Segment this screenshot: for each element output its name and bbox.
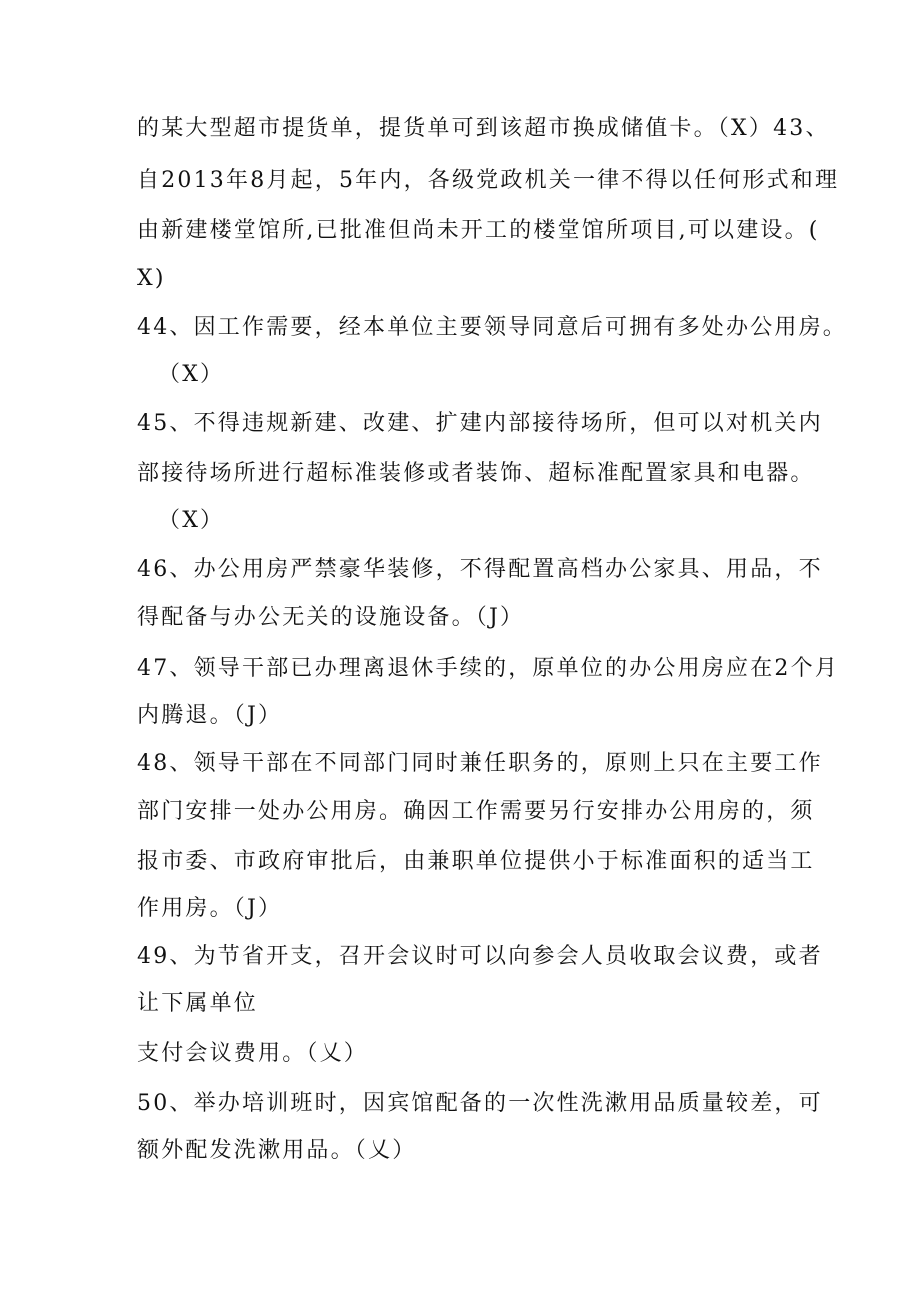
- text-line-1: 的某大型超市提货单，提货单可到该超市换成储值卡。（X）43、: [137, 116, 830, 141]
- text-line-12: 47、领导干部已办理离退休手续的，原单位的办公用房应在2个月: [137, 656, 839, 681]
- text-line-11: 得配备与办公无关的设施设备。（J）: [137, 605, 525, 630]
- text-line-13: 内腾退。（J）: [137, 703, 283, 728]
- text-line-17: 作用房。（J）: [137, 896, 283, 921]
- text-line-7: 45、不得违规新建、改建、扩建内部接待场所，但可以对机关内: [137, 411, 823, 436]
- text-line-15: 部门安排一处办公用房。确因工作需要另行安排办公用房的，须: [137, 799, 815, 824]
- text-line-10: 46、办公用房严禁豪华装修，不得配置高档办公家具、用品，不: [137, 557, 823, 582]
- text-line-5: 44、因工作需要，经本单位主要领导同意后可拥有多处办公用房。: [137, 315, 847, 340]
- text-line-4: X): [137, 266, 166, 291]
- text-line-22: 额外配发洗漱用品。（乂）: [137, 1138, 417, 1163]
- text-line-14: 48、领导干部在不同部门同时兼任职务的，原则上只在主要工作: [137, 751, 823, 776]
- text-line-16: 报市委、市政府审批后，由兼职单位提供小于标准面积的适当工: [137, 849, 815, 874]
- text-line-2: 自2013年8月起，5年内，各级党政机关一律不得以任何形式和理: [137, 168, 840, 193]
- text-line-21: 50、举办培训班时，因宾馆配备的一次性洗漱用品质量较差，可: [137, 1091, 823, 1116]
- text-line-19: 让下属单位: [137, 991, 259, 1016]
- text-line-8: 部接待场所进行超标准装修或者装饰、超标准配置家具和电器。: [137, 461, 815, 486]
- text-line-3: 由新建楼堂馆所,已批准但尚未开工的楼堂馆所项目,可以建设。(: [137, 218, 820, 243]
- text-line-6: （X）: [158, 362, 225, 387]
- text-line-9: （X）: [158, 508, 225, 533]
- text-line-20: 支付会议费用。（乂）: [137, 1041, 369, 1066]
- text-line-18: 49、为节省开支，召开会议时可以向参会人员收取会议费，或者: [137, 944, 823, 969]
